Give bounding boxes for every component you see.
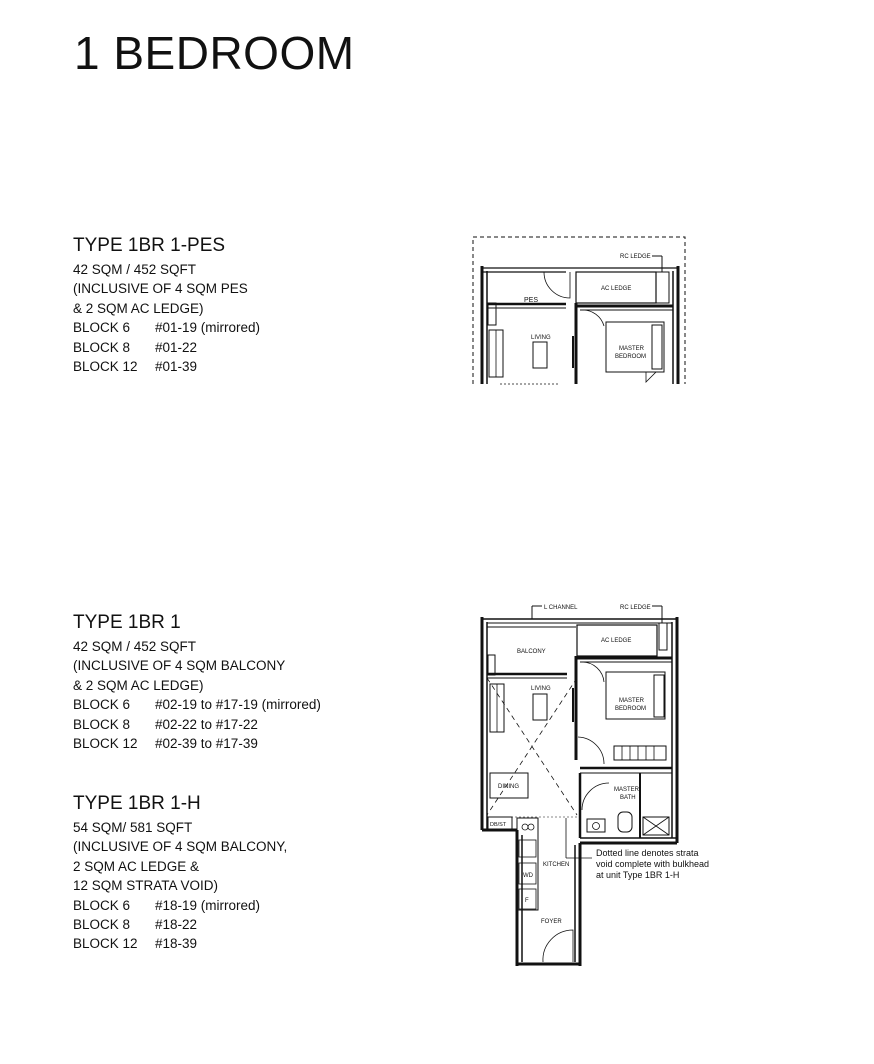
page-title: 1 BEDROOM xyxy=(74,27,355,79)
block-units: #02-22 to #17-22 xyxy=(155,716,258,732)
master-bedroom-label: BEDROOM xyxy=(615,354,647,360)
block-label: BLOCK 6 xyxy=(73,697,131,713)
dining-label: DINING xyxy=(498,784,519,790)
unit-area-line: (INCLUSIVE OF 4 SQM BALCONY, xyxy=(73,839,288,855)
door-swing xyxy=(578,737,604,764)
block-label: BLOCK 6 xyxy=(73,897,131,913)
unit-type-heading: TYPE 1BR 1-H xyxy=(73,793,201,814)
rc-ledge-label: RC LEDGE xyxy=(620,254,651,260)
db-st-label: DB/ST xyxy=(490,822,507,828)
block-units: #02-39 to #17-39 xyxy=(155,736,258,752)
living-label: LIVING xyxy=(531,686,551,692)
ac-ledge-label: AC LEDGE xyxy=(601,286,632,292)
unit-type-heading: TYPE 1BR 1-PES xyxy=(73,235,226,256)
kitchen-label: KITCHEN xyxy=(543,862,570,868)
block-label: BLOCK 6 xyxy=(73,320,131,336)
master-bath-label: MASTER xyxy=(614,787,640,793)
block-label: BLOCK 12 xyxy=(73,736,138,752)
unit-type-heading: TYPE 1BR 1 xyxy=(73,612,181,633)
door-swing xyxy=(582,783,609,810)
foyer-label: FOYER xyxy=(541,919,562,925)
master-bedroom-label: BEDROOM xyxy=(615,706,647,712)
unit-area-line: 12 SQM STRATA VOID) xyxy=(73,878,219,894)
living-label: LIVING xyxy=(531,335,551,341)
kitchen-counter xyxy=(517,818,538,910)
unit-area-line: (INCLUSIVE OF 4 SQM BALCONY xyxy=(73,658,286,674)
unit-area-line: 42 SQM / 452 SQFT xyxy=(73,639,197,654)
unit-area-line: 42 SQM / 452 SQFT xyxy=(73,262,197,277)
unit-area-line: & 2 SQM AC LEDGE) xyxy=(73,677,204,693)
block-units: #01-22 xyxy=(155,339,198,355)
strata-note: at unit Type 1BR 1-H xyxy=(596,870,680,880)
block-units: #18-22 xyxy=(155,917,198,933)
block-label: BLOCK 8 xyxy=(73,917,131,933)
block-label: BLOCK 12 xyxy=(73,359,138,375)
balcony-label: BALCONY xyxy=(517,649,546,655)
block-units: #18-39 xyxy=(155,936,198,952)
master-bedroom-label: MASTER xyxy=(619,698,645,704)
block-label: BLOCK 8 xyxy=(73,716,131,732)
master-bath-label: BATH xyxy=(620,795,636,801)
block-label: BLOCK 12 xyxy=(73,936,138,952)
unit-area-line: 54 SQM/ 581 SQFT xyxy=(73,820,193,835)
strata-note: void complete with bulkhead xyxy=(596,859,710,869)
unit-area-line: 2 SQM AC LEDGE & xyxy=(73,858,200,874)
pes-label: PES xyxy=(524,297,539,304)
strata-note: Dotted line denotes strata xyxy=(596,848,699,858)
living-table xyxy=(533,694,547,720)
rc-ledge-label: RC LEDGE xyxy=(620,605,651,611)
block-units: #02-19 to #17-19 (mirrored) xyxy=(155,697,321,713)
ac-ledge-label: AC LEDGE xyxy=(601,638,632,644)
block-label: BLOCK 8 xyxy=(73,339,131,355)
fridge-label: F xyxy=(525,898,529,904)
unit-area-line: & 2 SQM AC LEDGE) xyxy=(73,300,204,316)
door-swing xyxy=(543,930,573,962)
block-units: #01-39 xyxy=(155,359,198,375)
l-channel-label: L CHANNEL xyxy=(544,605,578,611)
wd-label: WD xyxy=(523,873,533,879)
master-bedroom-label: MASTER xyxy=(619,346,645,352)
unit-area-line: (INCLUSIVE OF 4 SQM PES xyxy=(73,281,248,297)
block-units: #01-19 (mirrored) xyxy=(155,320,261,336)
block-units: #18-19 (mirrored) xyxy=(155,897,261,913)
